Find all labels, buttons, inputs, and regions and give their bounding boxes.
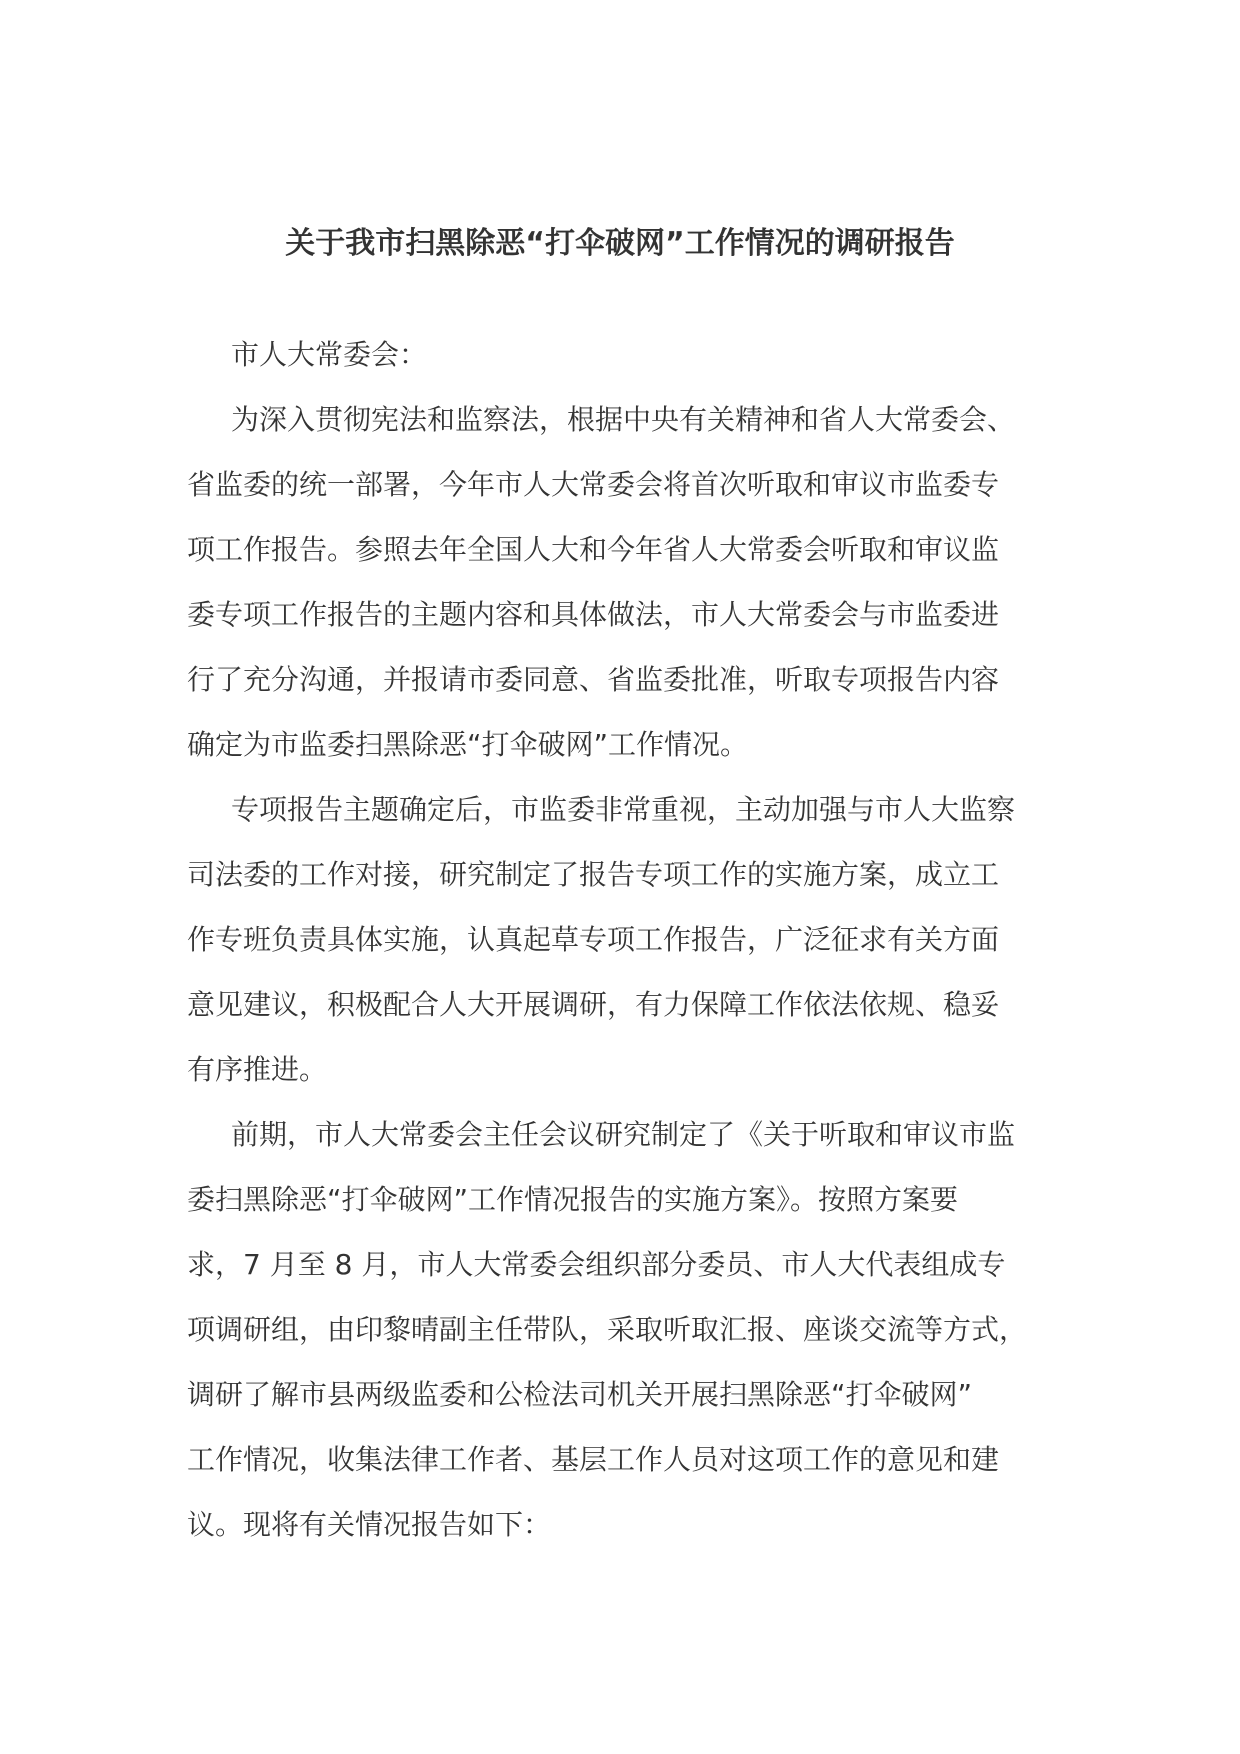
paragraph-line: 委扫黑除恶“打伞破网”工作情况报告的实施方案》。按照方案要 xyxy=(187,1183,959,1216)
document-body xyxy=(187,322,1057,1557)
paragraph-line: 行了充分沟通，并报请市委同意、省监委批准，听取专项报告内容 xyxy=(187,663,1000,696)
paragraph-line: 前期，市人大常委会主任会议研究制定了《关于听取和审议市监 xyxy=(231,1118,1016,1151)
paragraph-line: 省监委的统一部署，今年市人大常委会将首次听取和审议市监委专 xyxy=(187,468,1000,501)
paragraph-2 xyxy=(187,777,1057,1102)
paragraph-line: 委专项工作报告的主题内容和具体做法，市人大常委会与市监委进 xyxy=(187,598,1000,631)
paragraph-line: 项工作报告。参照去年全国人大和今年省人大常委会听取和审议监 xyxy=(187,533,1000,566)
paragraph-3 xyxy=(187,1102,1057,1557)
paragraph-line: 工作情况，收集法律工作者、基层工作人员对这项工作的意见和建 xyxy=(187,1443,1000,1476)
paragraph-line: 专项报告主题确定后，市监委非常重视，主动加强与市人大监察 xyxy=(231,793,1016,826)
document-title: 关于我市扫黑除恶“打伞破网”工作情况的调研报告 xyxy=(285,226,955,261)
paragraph-line: 确定为市监委扫黑除恶“打伞破网”工作情况。 xyxy=(187,728,749,761)
paragraph-line: 求，7 月至 8 月，市人大常委会组织部分委员、市人大代表组成专 xyxy=(187,1248,1006,1281)
paragraph-line: 意见建议，积极配合人大开展调研，有力保障工作依法依规、稳妥 xyxy=(187,988,1000,1021)
paragraph-line: 有序推进。 xyxy=(187,1053,328,1086)
paragraph-line: 为深入贯彻宪法和监察法，根据中央有关精神和省人大常委会、 xyxy=(231,403,1016,436)
paragraph-1 xyxy=(187,387,1057,777)
paragraph-line: 司法委的工作对接，研究制定了报告专项工作的实施方案，成立工 xyxy=(187,858,1000,891)
salutation: 市人大常委会： xyxy=(231,338,428,371)
paragraph-line: 项调研组，由印黎晴副主任带队，采取听取汇报、座谈交流等方式， xyxy=(187,1313,1028,1346)
paragraph-line: 调研了解市县两级监委和公检法司机关开展扫黑除恶“打伞破网” xyxy=(187,1378,973,1411)
paragraph-line: 议。现将有关情况报告如下： xyxy=(187,1508,552,1541)
paragraph-line: 作专班负责具体实施，认真起草专项工作报告，广泛征求有关方面 xyxy=(187,923,1000,956)
